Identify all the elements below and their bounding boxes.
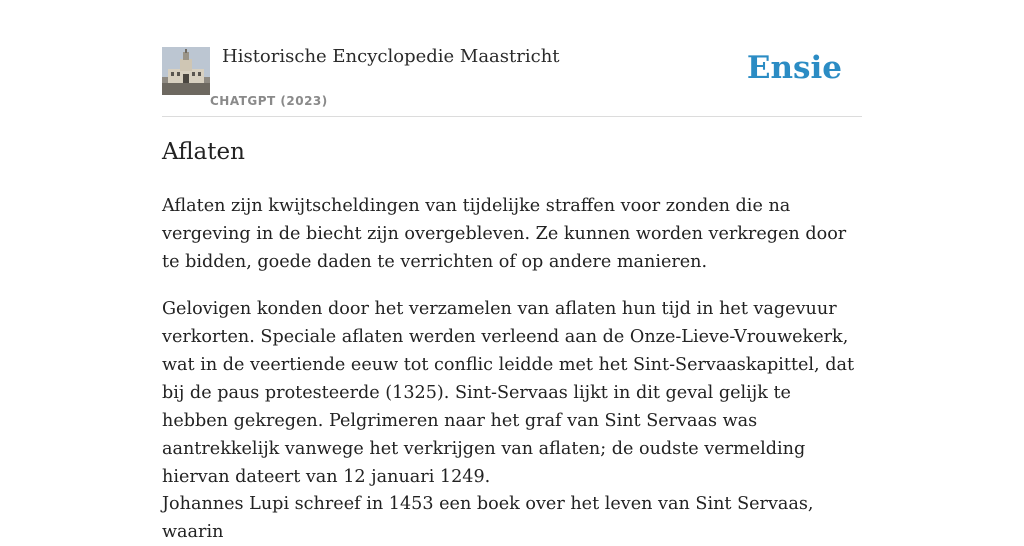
article-page xyxy=(162,0,862,542)
site-header xyxy=(162,0,862,117)
article-paragraph: Gelovigen konden door het verzamelen van aflaten hun tijd in het vagevuur verkorten. Speciale aflaten werden verleend aan de Onze-Lieve-Vrouwekerk, wat in de veertiende eeuw tot conflic leidde met het Sint-Servaaskapittel, dat bij de paus protesteerde (1325). Sint-Servaas lijkt in dit geval gelijk te hebben gekregen. Pelgrimeren naar het graf van Sint Servaas was aantrekkelijk vanwege het verkrijgen van aflaten; de oudste vermelding hiervan dateert van 12 januari 1249. xyxy=(162,299,855,487)
source-meta: CHATGPT (2023) xyxy=(210,94,328,108)
article-paragraph: Aflaten zijn kwijtscheldingen van tijdelijke straffen voor zonden die na vergeving in de biecht zijn overgebleven. Ze kunnen worden verkregen door te bidden, goede daden te verrichten of op andere manieren. xyxy=(162,196,847,272)
article-title: Aflaten xyxy=(162,139,245,165)
maastricht-city-hall-icon[interactable] xyxy=(162,47,210,95)
article-paragraph: Johannes Lupi schreef in 1453 een boek over het leven van Sint Servaas, waarin xyxy=(162,494,814,542)
brand-logo[interactable]: Ensie xyxy=(746,50,842,86)
site-title[interactable]: Historische Encyclopedie Maastricht xyxy=(222,46,560,67)
